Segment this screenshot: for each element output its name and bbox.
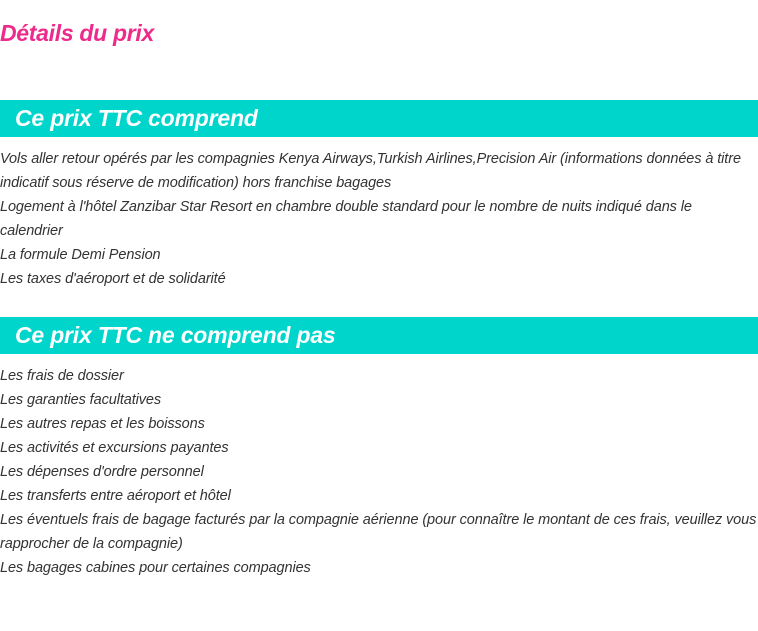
excludes-heading: Ce prix TTC ne comprend pas: [0, 317, 758, 354]
list-item: Les autres repas et les boissons: [0, 416, 205, 432]
list-item: Les garanties facultatives: [0, 392, 162, 408]
list-item: Les éventuels frais de bagage facturés par la compagnie aérienne (pour connaître le montant de ces frais, veuillez vous rapprocher de la compagnie): [0, 512, 757, 552]
list-item: Les dépenses d'ordre personnel: [0, 464, 204, 480]
list-item: Logement à l'hôtel Zanzibar Star Resort en chambre double standard pour le nombre de nuits indiqué dans le calendrier: [0, 199, 692, 239]
excludes-section: [0, 317, 758, 580]
list-item: Les frais de dossier: [0, 368, 124, 384]
list-item: La formule Demi Pension: [0, 247, 161, 263]
list-item: Les bagages cabines pour certaines compagnies: [0, 560, 311, 576]
excludes-list: [0, 364, 758, 580]
includes-section: [0, 100, 758, 291]
list-item: Les activités et excursions payantes: [0, 440, 229, 456]
includes-heading: Ce prix TTC comprend: [0, 100, 758, 137]
page-title: Détails du prix: [0, 20, 154, 46]
list-item: Les transferts entre aéroport et hôtel: [0, 488, 231, 504]
includes-list: [0, 147, 758, 291]
list-item: Vols aller retour opérés par les compagnies Kenya Airways,Turkish Airlines,Precision Air (informations données à titre indicatif sous réserve de modification) hors franchise bagages: [0, 151, 741, 191]
list-item: Les taxes d'aéroport et de solidarité: [0, 271, 226, 287]
